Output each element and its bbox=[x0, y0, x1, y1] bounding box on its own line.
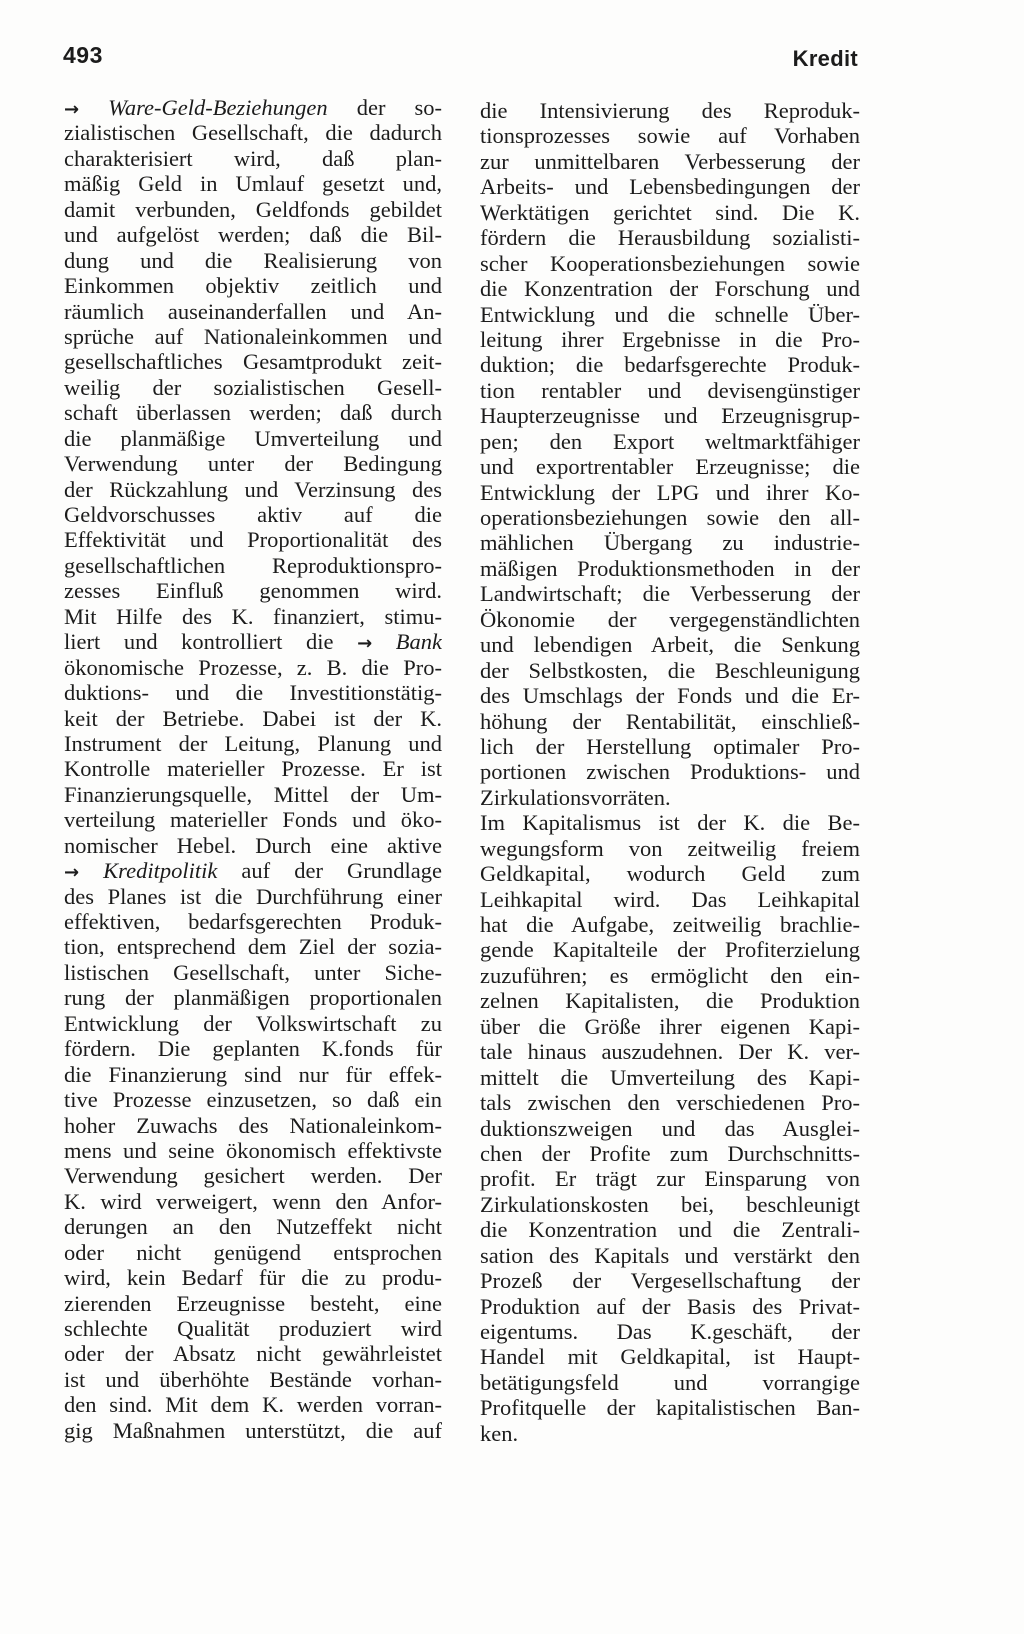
text-line: rung der planmäßigen proportionalen bbox=[64, 985, 442, 1011]
cross-reference-arrow-icon: → bbox=[357, 633, 373, 655]
text-line: Ökonomie der vergegenständlichten bbox=[480, 606, 860, 632]
paragraph bbox=[480, 810, 860, 1446]
text-line: mittelt die Umverteilung des Kapi- bbox=[480, 1064, 860, 1090]
text-line: die Finanzierung sind nur für effek- bbox=[64, 1061, 442, 1087]
cross-reference-arrow-icon: → bbox=[64, 862, 80, 884]
text-line: Instrument der Leitung, Planung und bbox=[64, 730, 442, 756]
text-line: oder nicht genügend entsprochen bbox=[64, 1239, 442, 1265]
text-line: Zirkulationsvorräten. bbox=[480, 784, 671, 810]
text-line: fördern die Herausbildung sozialisti- bbox=[480, 225, 860, 251]
text-line: verteilung materieller Fonds und öko- bbox=[64, 807, 442, 833]
text-line: gig Maßnahmen unterstützt, die auf bbox=[64, 1417, 442, 1443]
text-line: effektiven, bedarfsgerechten Produk- bbox=[64, 909, 442, 934]
text-line: gesellschaftlichen Reproduktionspro- bbox=[64, 552, 442, 578]
text-line: und aufgelöst werden; daß die Bil- bbox=[64, 222, 442, 248]
text-line: Profitquelle der kapitalistischen Ban- bbox=[480, 1395, 860, 1421]
text-line: dung und die Realisierung von bbox=[64, 247, 442, 273]
cross-reference: Kreditpolitik bbox=[103, 858, 218, 884]
text-line: portionen zwischen Produktions- und bbox=[480, 759, 860, 785]
text-line: tals zwischen den verschiedenen Pro- bbox=[480, 1090, 860, 1116]
text-line: schaft überlassen werden; daß durch bbox=[64, 400, 442, 426]
text-line: sprüche auf Nationaleinkommen und bbox=[64, 323, 442, 349]
text-line: duktions- und die Investitionstätig- bbox=[64, 680, 442, 706]
text-line: die Konzentration und die Zentrali- bbox=[480, 1217, 860, 1243]
text-line: Produktion auf der Basis des Privat- bbox=[480, 1293, 860, 1319]
page-number: 493 bbox=[63, 42, 103, 68]
text-line: Handel mit Geldkapital, ist Haupt- bbox=[480, 1344, 860, 1370]
text-line: höhung der Rentabilität, einschließ- bbox=[480, 708, 860, 734]
text-line: Prozeß der Vergesellschaftung der bbox=[480, 1268, 860, 1294]
text-line: mählichen Übergang zu industrie- bbox=[480, 530, 860, 556]
text-line: mens und seine ökonomisch effektivste bbox=[64, 1137, 442, 1163]
text-line: Verwendung unter der Bedingung bbox=[64, 451, 442, 477]
text-line: betätigungsfeld und vorrangige bbox=[480, 1369, 860, 1395]
right-column bbox=[480, 98, 860, 1446]
text-line: listischen Gesellschaft, unter Siche- bbox=[64, 959, 442, 985]
text-line: hoher Zuwachs des Nationaleinkom- bbox=[64, 1112, 442, 1138]
left-column bbox=[64, 95, 442, 1443]
text-line: Zirkulationskosten bei, beschleunigt bbox=[480, 1191, 860, 1217]
text-line: → Ware-Geld-Beziehungen der so- bbox=[64, 95, 442, 120]
text-line: Leihkapital wird. Das Leihkapital bbox=[480, 886, 860, 912]
text-line: zelnen Kapitalisten, die Produktion bbox=[480, 988, 860, 1014]
paragraph bbox=[480, 98, 860, 810]
text-line: scher Kooperationsbeziehungen sowie bbox=[480, 250, 860, 276]
text-line: die Intensivierung des Reproduk- bbox=[480, 98, 860, 123]
text-line: Mit Hilfe des K. finanziert, stimu- bbox=[64, 603, 442, 629]
text-line: Entwicklung der Volkswirtschaft zu bbox=[64, 1010, 442, 1036]
text-line: mäßigen Produktionsmethoden in der bbox=[480, 555, 860, 581]
text-line: hat die Aufgabe, zeitweilig brachlie- bbox=[480, 912, 860, 937]
text-line: tion, entsprechend dem Ziel der sozia- bbox=[64, 934, 442, 960]
text-line: lich der Herstellung optimaler Pro- bbox=[480, 733, 860, 759]
text-line: räumlich auseinanderfallen und An- bbox=[64, 298, 442, 324]
text-line: wegungsform von zeitweilig freiem bbox=[480, 835, 860, 861]
text-line: tale hinaus auszudehnen. Der K. ver- bbox=[480, 1039, 860, 1065]
text-line: Im Kapitalismus ist der K. die Be- bbox=[480, 810, 860, 836]
text-line: charakterisiert wird, daß plan- bbox=[64, 145, 442, 171]
text-line: des Umschlags der Fonds und die Er- bbox=[480, 683, 860, 709]
text-line: K. wird verweigert, wenn den Anfor- bbox=[64, 1188, 442, 1214]
text-line: zur unmittelbaren Verbesserung der bbox=[480, 148, 860, 174]
text-line: leitung ihrer Ergebnisse in die Pro- bbox=[480, 326, 860, 352]
text-line: → Kreditpolitik auf der Grundlage bbox=[64, 858, 442, 884]
text-line: der Selbstkosten, die Beschleunigung bbox=[480, 657, 860, 683]
text-line: mäßig Geld in Umlauf gesetzt und, bbox=[64, 171, 442, 197]
text-line: keit der Betriebe. Dabei ist der K. bbox=[64, 705, 442, 731]
text-line: gende Kapitalteile der Profiterzielung bbox=[480, 937, 860, 963]
text-line: derungen an den Nutzeffekt nicht bbox=[64, 1214, 442, 1240]
cross-reference: Bank bbox=[395, 629, 442, 655]
text-line: chen der Profite zum Durchschnitts- bbox=[480, 1140, 860, 1166]
text-line: Effektivität und Proportionalität des bbox=[64, 527, 442, 553]
text-line: zesses Einfluß genommen wird. bbox=[64, 578, 442, 604]
text-line: Entwicklung der LPG und ihrer Ko- bbox=[480, 479, 860, 505]
text-line: Entwicklung und die schnelle Über- bbox=[480, 301, 860, 327]
text-line: tionsprozesses sowie auf Vorhaben bbox=[480, 123, 860, 149]
text-line: und lebendigen Arbeit, die Senkung bbox=[480, 632, 860, 658]
text-line: schlechte Qualität produziert wird bbox=[64, 1316, 442, 1341]
text-line: den sind. Mit dem K. werden vorran- bbox=[64, 1392, 442, 1418]
text-line: zierenden Erzeugnisse besteht, eine bbox=[64, 1290, 442, 1316]
text-line: Landwirtschaft; die Verbesserung der bbox=[480, 581, 860, 607]
text-line: Arbeits- und Lebensbedingungen der bbox=[480, 174, 860, 200]
text-line: die Konzentration der Forschung und bbox=[480, 276, 860, 302]
text-line: zuzuführen; es ermöglicht den ein- bbox=[480, 962, 860, 988]
text-line: wird, kein Bedarf für die zu produ- bbox=[64, 1265, 442, 1291]
text-line: nomischer Hebel. Durch eine aktive bbox=[64, 832, 442, 858]
text-line: ist und überhöhte Bestände vorhan- bbox=[64, 1366, 442, 1392]
text-line: und exportrentabler Erzeugnisse; die bbox=[480, 454, 860, 480]
text-line: gesellschaftliches Gesamtprodukt zeit- bbox=[64, 349, 442, 375]
text-line: fördern. Die geplanten K.fonds für bbox=[64, 1036, 442, 1062]
cross-reference: Ware-Geld-Beziehungen bbox=[108, 95, 328, 120]
text-line: zialistischen Gesellschaft, die dadurch bbox=[64, 120, 442, 146]
text-line: tive Prozesse einzusetzen, so daß ein bbox=[64, 1087, 442, 1113]
text-line: damit verbunden, Geldfonds gebildet bbox=[64, 196, 442, 222]
text-line: Geldvorschusses aktiv auf die bbox=[64, 502, 442, 527]
text-line: Geldkapital, wodurch Geld zum bbox=[480, 861, 860, 887]
text-line: Einkommen objektiv zeitlich und bbox=[64, 273, 442, 299]
text-line: Finanzierungsquelle, Mittel der Um- bbox=[64, 781, 442, 807]
text-line: duktion; die bedarfsgerechte Produk- bbox=[480, 352, 860, 378]
text-line: profit. Er trägt zur Einsparung von bbox=[480, 1166, 860, 1192]
text-line: sation des Kapitals und verstärkt den bbox=[480, 1242, 860, 1268]
running-head: Kredit bbox=[792, 46, 858, 71]
text-line: weilig der sozialistischen Gesell- bbox=[64, 374, 442, 400]
text-line: Werktätigen gerichtet sind. Die K. bbox=[480, 199, 860, 225]
text-line: die planmäßige Umverteilung und bbox=[64, 425, 442, 451]
cross-reference-arrow-icon: → bbox=[64, 99, 80, 120]
text-line: ökonomische Prozesse, z. B. die Pro- bbox=[64, 654, 442, 680]
text-line: Kontrolle materieller Prozesse. Er ist bbox=[64, 756, 442, 782]
text-line: Haupterzeugnisse und Erzeugnisgrup- bbox=[480, 403, 860, 429]
text-line: liert und kontrolliert die → Bank bbox=[64, 629, 442, 655]
text-line: der Rückzahlung und Verzinsung des bbox=[64, 476, 442, 502]
text-line: des Planes ist die Durchführung einer bbox=[64, 883, 442, 909]
text-line: über die Größe ihrer eigenen Kapi- bbox=[480, 1013, 860, 1039]
text-line: operationsbeziehungen sowie den all- bbox=[480, 505, 860, 530]
text-line: duktionszweigen und das Ausglei- bbox=[480, 1115, 860, 1141]
text-line: ken. bbox=[480, 1420, 519, 1446]
text-line: tion rentabler und devisengünstiger bbox=[480, 377, 860, 403]
text-line: eigentums. Das K.geschäft, der bbox=[480, 1319, 860, 1344]
text-line: Verwendung gesichert werden. Der bbox=[64, 1163, 442, 1189]
paragraph bbox=[64, 95, 442, 1443]
text-line: oder der Absatz nicht gewährleistet bbox=[64, 1341, 442, 1367]
text-line: pen; den Export weltmarktfähiger bbox=[480, 428, 860, 454]
